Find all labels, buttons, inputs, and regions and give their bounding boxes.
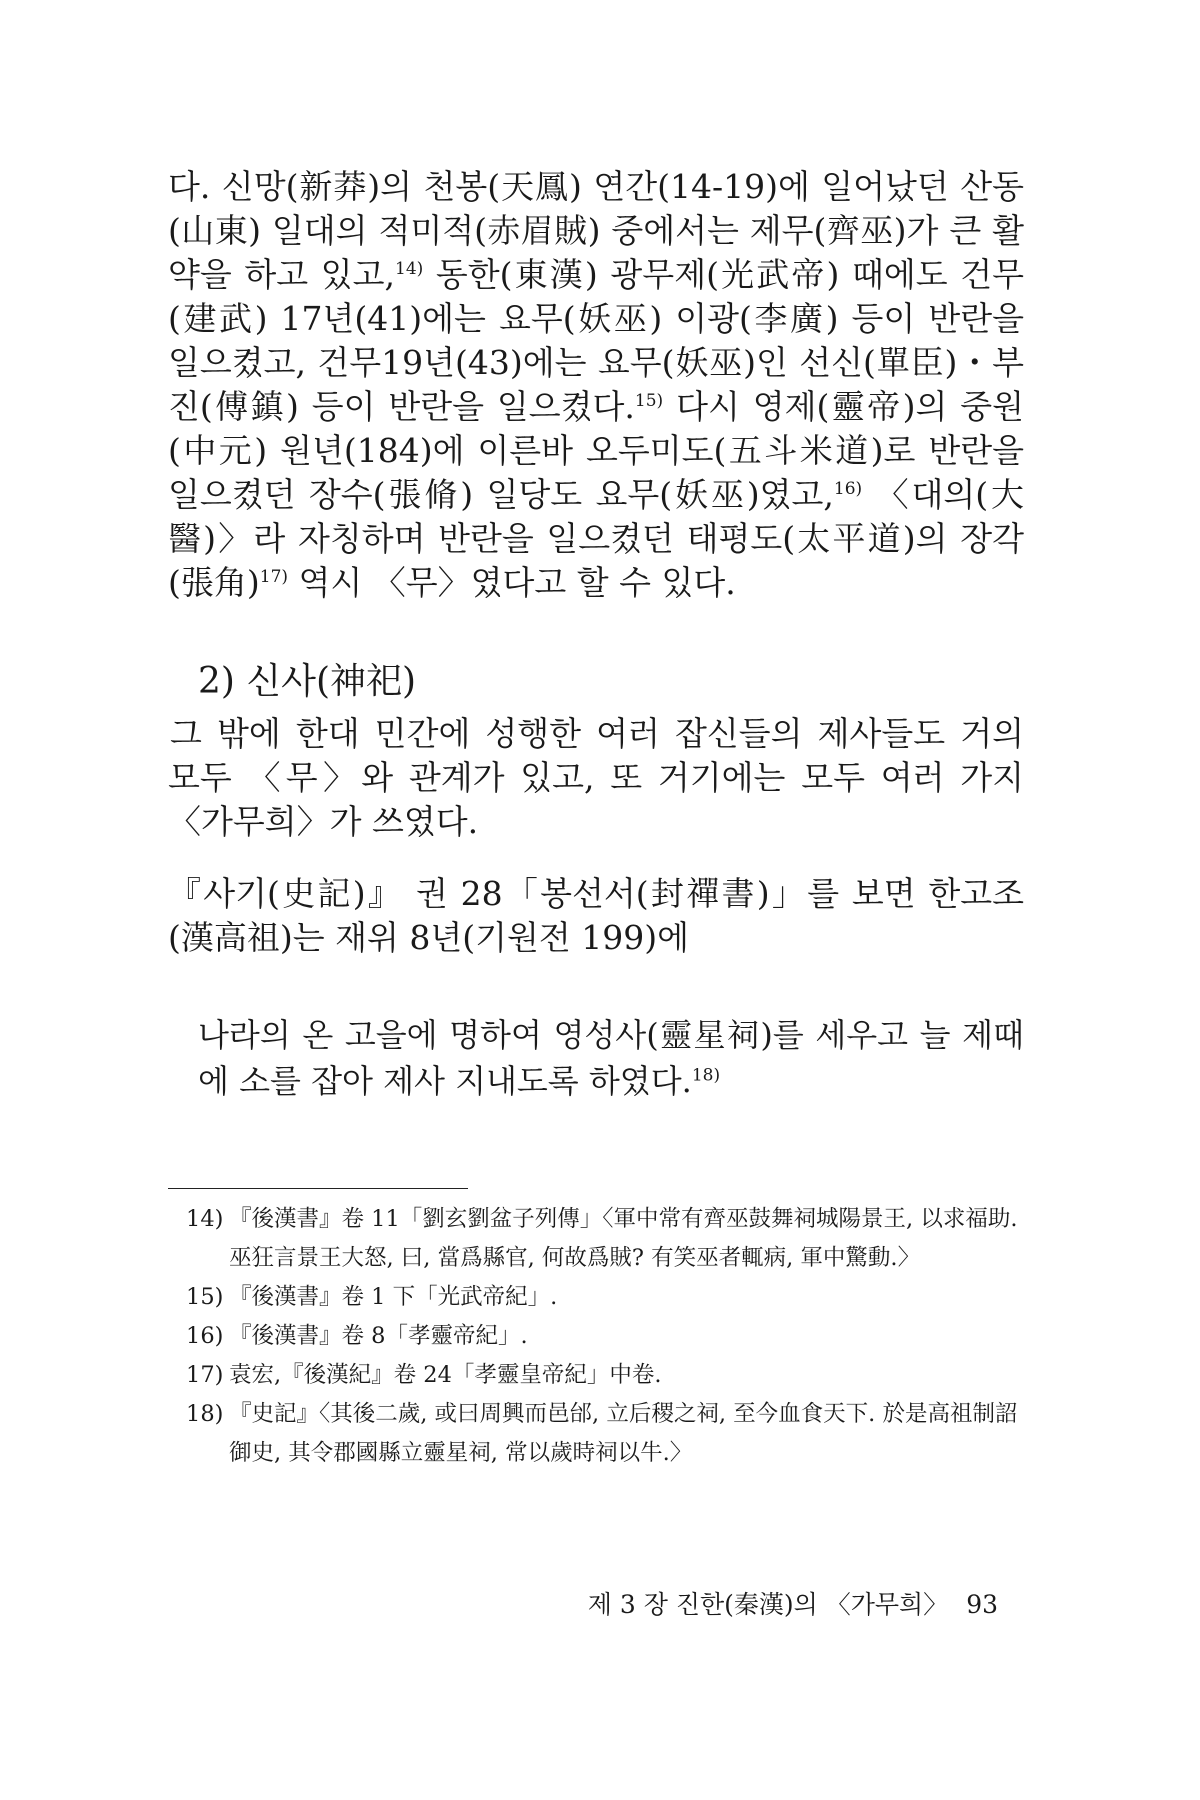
footnote-number: 17): [186, 1362, 224, 1388]
footnote-ref-14: 14): [395, 259, 424, 279]
page-number: 93: [966, 1590, 998, 1619]
footnote-18: [186, 1395, 1024, 1473]
footnotes: [186, 1200, 1024, 1473]
chapter-title: 제 3 장 진한(秦漢)의 〈가무희〉: [587, 1590, 949, 1619]
body-paragraph-2: 그 밖에 한대 민간에 성행한 여러 잡신들의 제사들도 거의 모두 〈무〉와 관계가 있고, 또 거기에는 모두 여러 가지 〈가무희〉가 쓰였다.: [168, 714, 1024, 841]
footnote-text: 『後漢書』卷 8「孝靈帝紀」.: [229, 1323, 528, 1349]
paragraph-1-text-e: 역시 〈무〉였다고 할 수 있다.: [288, 563, 736, 602]
footnote-number: 14): [186, 1206, 224, 1232]
footnote-number: 15): [186, 1284, 224, 1310]
body-paragraph-1: [168, 165, 1024, 605]
block-quote: [198, 1012, 1024, 1104]
footnote-text: 『後漢書』卷 11「劉玄劉盆子列傳」〈軍中常有齊巫鼓舞祠城陽景王, 以求福助. 巫狂言景王大怒, 曰, 當爲縣官, 何故爲賊? 有笑巫者輒病, 軍中驚動.〉: [229, 1206, 1018, 1271]
paragraph-1-text-a: 다. 신망(新莽)의 천봉(天鳳) 연간(14-19)에 일어났던 산동(山東) 일대의 적미적(赤眉賊) 중에서는 제무(齊巫)가 큰 활약을 하고 있고,: [168, 167, 1024, 294]
footnote-17: [186, 1356, 1024, 1395]
footnote-number: 18): [186, 1401, 224, 1427]
footnote-ref-18: 18): [691, 1065, 721, 1086]
footnote-15: [186, 1278, 1024, 1317]
footnote-divider: [168, 1188, 468, 1189]
footnote-ref-15: 15): [634, 391, 664, 411]
footnote-text: 『史記』〈其後二歲, 或曰周興而邑邰, 立后稷之祠, 至今血食天下. 於是高祖制詔御史, 其令郡國縣立靈星祠, 常以歲時祠以牛.〉: [229, 1401, 1018, 1466]
body-paragraph-3: 『사기(史記)』 권 28「봉선서(封禪書)」를 보면 한고조(漢高祖)는 재위 8년(기원전 199)에: [168, 874, 1024, 957]
footnote-ref-17: 17): [259, 567, 289, 587]
running-footer: [588, 1588, 998, 1622]
paragraph-1-text-d: 〈대의(大醫)〉라 자칭하며 반란을 일으켰던 태평도(太平道)의 장각(張角): [168, 475, 1024, 602]
footnote-16: [186, 1317, 1024, 1356]
footnote-text: 袁宏,『後漢紀』卷 24「孝靈皇帝紀」中卷.: [229, 1362, 662, 1388]
footnote-number: 16): [186, 1323, 224, 1349]
footnote-14: [186, 1200, 1024, 1278]
paragraph-1-text-c: 다시 영제(靈帝)의 중원(中元) 원년(184)에 이른바 오두미도(五斗米道)로 반란을 일으켰던 장수(張脩) 일당도 요무(妖巫)였고,: [168, 387, 1024, 514]
footnote-ref-16: 16): [833, 479, 863, 499]
quote-text: 나라의 온 고을에 명하여 영성사(靈星祠)를 세우고 늘 제때에 소를 잡아 제사 지내도록 하였다.: [198, 1016, 1024, 1100]
section-heading: 2) 신사(神祀): [198, 661, 417, 702]
paragraph-1-text-b: 동한(東漢) 광무제(光武帝) 때에도 건무(建武) 17년(41)에는 요무(妖巫) 이광(李廣) 등이 반란을 일으켰고, 건무19년(43)에는 요무(妖巫)인 선신(單臣)・부진(傅鎮) 등이 반란을 일으켰다.: [168, 255, 1024, 426]
footnote-text: 『後漢書』卷 1 下「光武帝紀」.: [229, 1284, 558, 1310]
